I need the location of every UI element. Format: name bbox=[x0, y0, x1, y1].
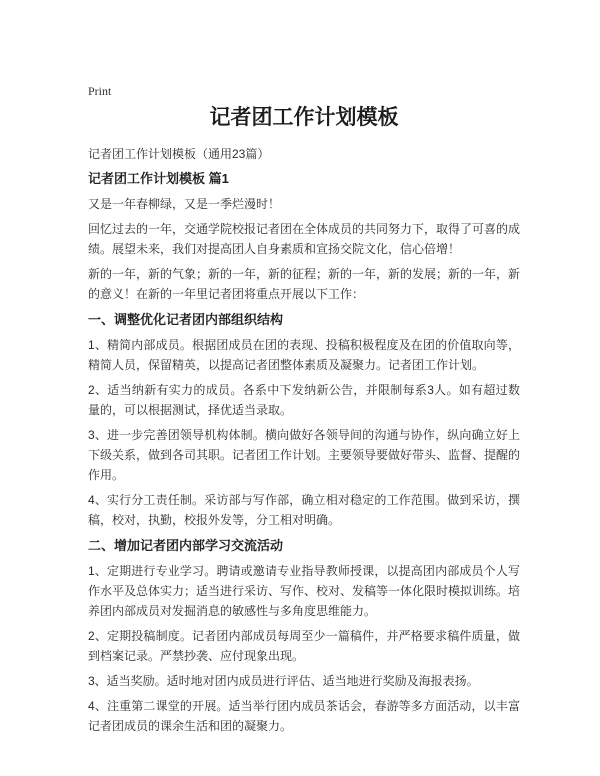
intro-paragraph: 新的一年，新的气象；新的一年，新的征程；新的一年，新的发展；新的一年，新的意义！在新的一年里记者团将重点开展以下工作： bbox=[88, 267, 521, 301]
body-paragraph: 1、定期进行专业学习。聘请或邀请专业指导教师授课，以提高团内部成员个人写作水平及总体实力；适当进行采访、写作、校对、发稿等一体化限时模拟训练。培养团内部成员对发掘消息的敏感性与多角度思维能力。 bbox=[88, 564, 521, 618]
body-paragraph: 4、实行分工责任制。采访部与写作部，确立相对稳定的工作范围。做到采访，撰稿，校对，执勤，校报外发等，分工相对明确。 bbox=[88, 493, 520, 527]
print-link[interactable]: Print bbox=[88, 84, 112, 98]
body-paragraph: 1、精简内部成员。根据团成员在团的表现、投稿积极程度及在团的价值取向等，精简人员，保留精英，以提高记者团整体素质及凝聚力。记者团工作计划。 bbox=[88, 338, 520, 372]
body-paragraph: 2、适当纳新有实力的成员。各系中下发纳新公告，并限制每系3人。如有超过数量的，可以根据测试，择优适当录取。 bbox=[88, 383, 520, 417]
body-paragraph: 2、定期投稿制度。记者团内部成员每周至少一篇稿件，并严格要求稿件质量，做到档案记录。严禁抄袭、应付现象出现。 bbox=[88, 629, 520, 663]
doc-subtitle: 记者团工作计划模板（通用23篇） bbox=[88, 147, 270, 161]
intro-paragraph: 又是一年春柳绿，又是一季烂漫时！ bbox=[88, 197, 281, 211]
page-title: 记者团工作计划模板 bbox=[209, 106, 399, 129]
intro-paragraph: 回忆过去的一年，交通学院校报记者团在全体成员的共同努力下，取得了可喜的成绩。展望未来，我们对提高团人自身素质和宣扬交院文化，信心倍增！ bbox=[88, 222, 521, 256]
body-paragraph: 3、适当奖励。适时地对团内成员进行评估、适当地进行奖励及海报表扬。 bbox=[88, 674, 479, 688]
body-paragraph: 3、进一步完善团领导机构体制。横向做好各领导间的沟通与协作，纵向确立好上下级关系，做到各司其职。记者团工作计划。主要领导要做好带头、监督、提醒的作用。 bbox=[88, 428, 521, 482]
part-heading-1: 记者团工作计划模板 篇1 bbox=[88, 171, 229, 186]
section-heading-1: 一、调整优化记者团内部组织结构 bbox=[88, 312, 284, 327]
body-paragraph: 4、注重第二课堂的开展。适当举行团内成员茶话会，春游等多方面活动，以丰富记者团成员的课余生活和团的凝聚力。 bbox=[88, 699, 520, 733]
section-heading-2: 二、增加记者团内部学习交流活动 bbox=[88, 538, 284, 553]
